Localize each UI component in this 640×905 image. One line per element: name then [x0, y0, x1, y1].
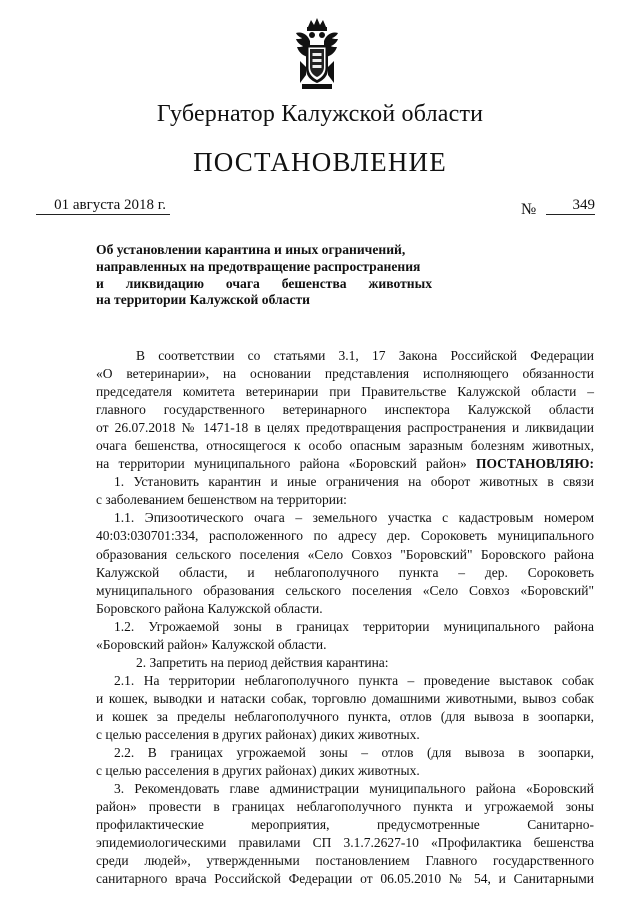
title-line: и ликвидацию очага бешенства животных — [96, 275, 432, 291]
body-line: с целью расселения в других районах) диких животных. — [96, 763, 420, 779]
body-line: район» провести в границах неблагополучного пункта и угрожаемой зоны — [96, 799, 594, 815]
body-line: «О ветеринарии», на основании представления исполняющего обязанности — [96, 366, 594, 382]
body-line: 1.1. Эпизоотического очага – земельного участка с кадастровым номером — [114, 510, 594, 526]
body-line: председателя комитета ветеринарии при Правительстве Калужской области – — [96, 384, 594, 400]
organization-name: Губернатор Калужской области — [156, 101, 484, 127]
body-line: профилактические мероприятия, предусмотренные Санитарно- — [96, 817, 594, 833]
body-line: 1.2. Угрожаемой зоны в границах территории муниципального района — [114, 618, 594, 634]
document-title — [96, 242, 432, 309]
body-line: 2. Запретить на период действия карантина: — [136, 654, 389, 670]
body-line: муниципального образования сельского поселения «Село Совхоз «Боровский" — [96, 582, 594, 598]
document-type: ПОСТАНОВЛЕНИЕ — [193, 147, 447, 177]
body-line: 40:03:030701:334, расположенного по адресу дер. Сороковеть муниципального — [96, 528, 594, 544]
body-line: с заболеванием бешенством на территории: — [96, 492, 347, 508]
body-line: и кошек за пределы неблагополучного пункта, отлов (для вывоза в зоопарки, — [96, 708, 594, 724]
document-date: 01 августа 2018 г. — [36, 196, 170, 215]
number-sign: № — [521, 201, 537, 218]
body-line: санитарного врача Российской Федерации от 06.05.2010 № 54, и Санитарными — [96, 871, 594, 887]
body-line: и кошек, выводки и натаски собак, торговлю домашними животными, вывоз собак — [96, 690, 594, 706]
body-line — [96, 455, 594, 473]
body-line: с целью расселения в других районах) диких животных. — [96, 726, 420, 742]
body-line: В соответствии со статьями 3.1, 17 Закона Российской Федерации — [136, 348, 594, 363]
body-line: 2.2. В границах угрожаемой зоны – отлов (для вывоза в зоопарки, — [114, 745, 594, 761]
body-line: эпидемиологическими правилами СП 3.1.7.2627-10 «Профилактика бешенства — [96, 835, 594, 851]
body-line: очага бешенства, относящегося к особо опасным заразным болезням животных, — [96, 438, 594, 454]
body-line: «Боровский район» Калужской области. — [96, 636, 327, 652]
body-line: Калужской области, и неблагополучного пункта – дер. Сороковеть — [96, 564, 594, 580]
title-line: направленных на предотвращение распространения — [96, 258, 421, 274]
document-body — [96, 347, 594, 888]
title-line: Об установлении карантина и иных ограничений, — [96, 242, 406, 257]
body-line-text: на территории муниципального района «Боровский район» — [96, 456, 467, 472]
body-line: Боровского района Калужской области. — [96, 600, 323, 616]
body-line: 2.1. На территории неблагополучного пункта – проведение выставок собак — [114, 672, 594, 688]
body-line: 3. Рекомендовать главе администрации муниципального района «Боровский — [114, 781, 594, 797]
document-number: 349 — [546, 196, 595, 215]
decree-word: ПОСТАНОВЛЯЮ: — [476, 456, 594, 472]
body-line: 1. Установить карантин и иные ограничения на оборот животных в связи — [114, 474, 594, 490]
coat-of-arms-icon — [294, 17, 340, 91]
body-line: главного государственного ветеринарного инспектора Калужской области — [96, 402, 594, 418]
body-line: от 26.07.2018 № 1471-18 в целях предотвращения распространения и ликвидации — [96, 420, 594, 436]
body-line: среди людей», утвержденными постановлением Главного государственного — [96, 853, 594, 869]
body-line: образования сельского поселения «Село Совхоз "Боровский" Боровского района — [96, 546, 594, 562]
title-line: на территории Калужской области — [96, 292, 310, 308]
